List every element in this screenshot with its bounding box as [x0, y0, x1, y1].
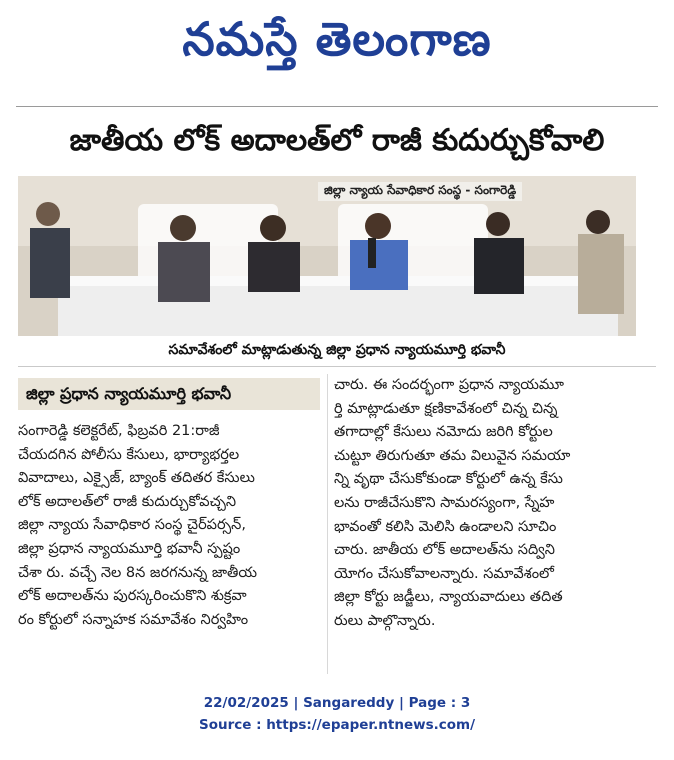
text-line: జిల్లా ప్రధాన న్యాయమూర్తి భవానీ స్పష్టం: [18, 540, 241, 557]
column-divider: [327, 374, 328, 674]
text-line: చేశా రు. వచ్చే నెల 8న జరగనున్న జాతీయ: [18, 564, 257, 581]
article-photo: [18, 176, 636, 336]
text-line: రులు పాల్గొన్నారు.: [334, 612, 436, 629]
article-headline: జాతీయ లోక్ అదాలత్‌లో రాజీ కుదుర్చుకోవాలి: [69, 123, 605, 158]
text-line: న్ని వృథా చేసుకోకుండా కోర్టులో ఉన్న కేసు: [334, 471, 563, 488]
article-subhead: జిల్లా ప్రధాన న్యాయమూర్తి భవానీ: [18, 378, 320, 410]
text-line: సంగారెడ్డి కలెక్టరేట్, ఫిబ్రవరి 21:రాజీ: [18, 423, 220, 439]
text-line: యోగం చేసుకోవాలన్నారు. సమావేశంలో: [334, 565, 554, 582]
text-line: చారు. జాతీయ లోక్ అదాలత్‌ను సద్విని: [334, 542, 555, 559]
text-line: చుట్టూ తిరుగుతూ తమ విలువైన సమయా: [334, 447, 571, 464]
masthead: [0, 0, 674, 100]
source-link[interactable]: Source : https://epaper.ntnews.com/: [198, 717, 476, 733]
text-line: జిల్లా కోర్టు జడ్జీలు, న్యాయవాదులు తదిత: [334, 589, 563, 606]
text-line: లోక్ అదాలత్‌లో రాజీ కుదుర్చుకోవచ్చని: [18, 493, 237, 510]
text-line: రం కోర్టులో సన్నాహక సమావేశం నిర్వహిం: [18, 611, 249, 628]
text-line: లను రాజీచేసుకొని సామరస్యంగా, స్నేహ: [334, 494, 555, 511]
photo-banner: జిల్లా న్యాయ సేవాధికార సంస్థ - సంగారెడ్డి: [318, 182, 522, 201]
text-line: చేయదగిన పోలీసు కేసులు, భార్యాభర్తల: [18, 446, 240, 463]
text-line: తగాదాల్లో కేసులు నమోదు జరిగి కోర్టుల: [334, 424, 553, 441]
text-line: చారు. ఈ సందర్భంగా ప్రధాన న్యాయమూ: [334, 377, 564, 393]
text-line: ర్తి మాట్లాడుతూ క్షణికావేశంలో చిన్న చిన్న: [334, 400, 558, 417]
newspaper-title: నమస్తే తెలంగాణ: [182, 12, 492, 66]
footer-meta: [0, 692, 674, 736]
edition-info: 22/02/2025 | Sangareddy | Page : 3: [203, 695, 471, 711]
masthead-divider: [16, 106, 658, 107]
text-line: వివాదాలు, ఎక్సైజ్, బ్యాంక్ తదితర కేసులు: [18, 470, 255, 487]
article-column-right: [334, 374, 638, 634]
text-line: భావంతో కలిసి మెలిసి ఉండాలని సూచిం: [334, 518, 557, 535]
photo-caption: సమావేశంలో మాట్లాడుతున్న జిల్లా ప్రధాన న్యాయమూర్తి భవానీ: [168, 342, 506, 358]
text-line: జిల్లా న్యాయ సేవాధికార సంస్థ చైర్‌పర్సన్,: [18, 517, 246, 534]
caption-divider: [18, 366, 656, 367]
article-column-left: [18, 420, 320, 632]
text-line: లోక్ అదాలత్‌ను పురస్కరించుకొని శుక్రవా: [18, 588, 247, 605]
